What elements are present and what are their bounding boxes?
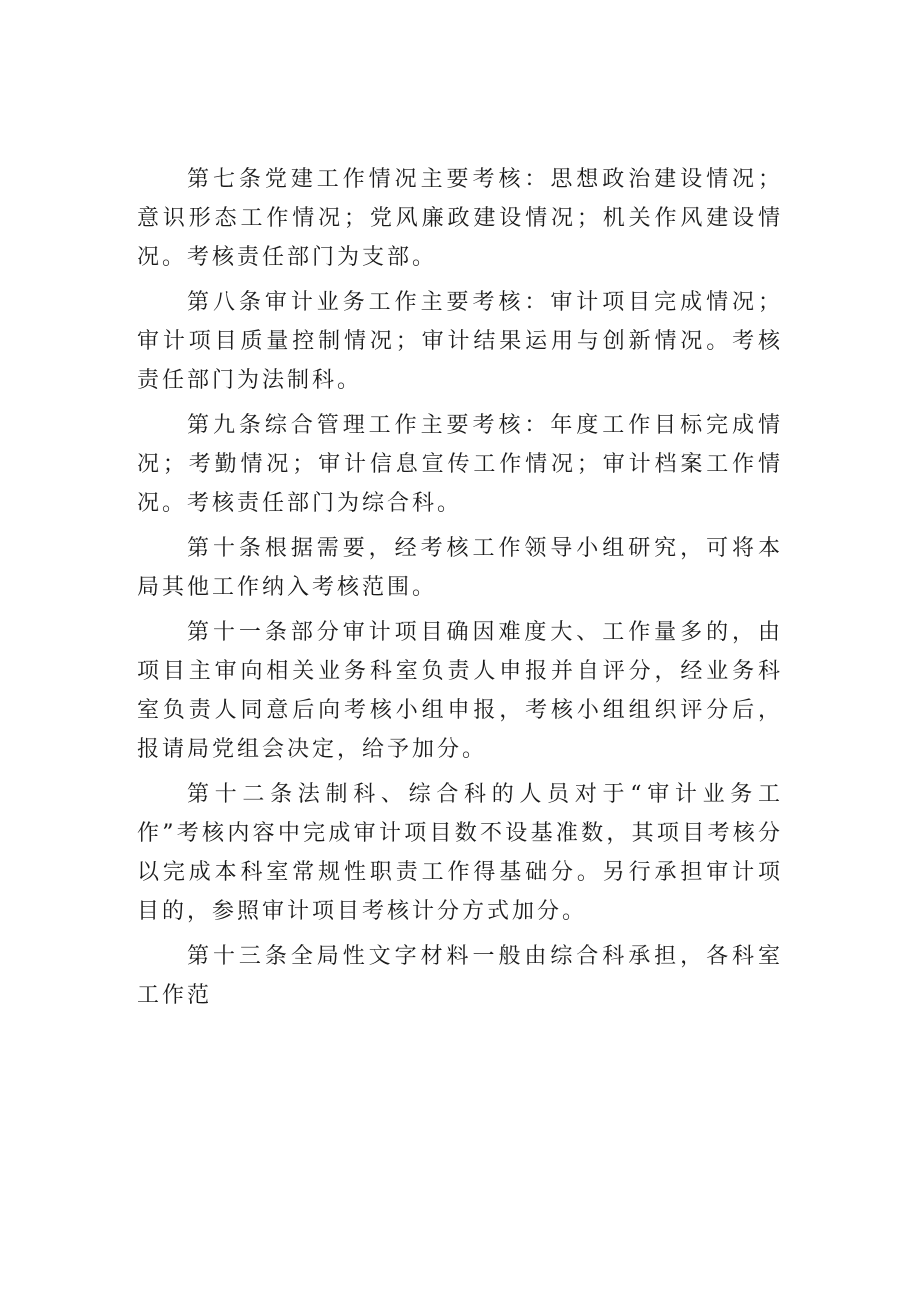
- article-9-paragraph: 第九条综合管理工作主要考核：年度工作目标完成情况；考勤情况；审计信息宣传工作情况；审计档案工作情况。考核责任部门为综合科。: [137, 413, 783, 516]
- article-11-paragraph: 第十一条部分审计项目确因难度大、工作量多的，由项目主审向相关业务科室负责人申报并自评分，经业务科室负责人同意后向考核小组申报，考核小组组织评分后，报请局党组会决定，给予加分。: [137, 620, 783, 762]
- article-8-paragraph: 第八条审计业务工作主要考核：审计项目完成情况；审计项目质量控制情况；审计结果运用与创新情况。考核责任部门为法制科。: [137, 290, 783, 393]
- article-7-paragraph: 第七条党建工作情况主要考核：思想政治建设情况；意识形态工作情况；党风廉政建设情况；机关作风建设情况。考核责任部门为支部。: [137, 167, 783, 270]
- document-body: [137, 160, 783, 1015]
- article-10-paragraph: 第十条根据需要，经考核工作领导小组研究，可将本局其他工作纳入考核范围。: [137, 536, 783, 600]
- article-12-paragraph: 第十二条法制科、综合科的人员对于“审计业务工作”考核内容中完成审计项目数不设基准数，其项目考核分以完成本科室常规性职责工作得基础分。另行承担审计项目的，参照审计项目考核计分方式加分。: [137, 782, 783, 924]
- article-13-paragraph: 第十三条全局性文字材料一般由综合科承担，各科室工作范: [137, 944, 783, 1008]
